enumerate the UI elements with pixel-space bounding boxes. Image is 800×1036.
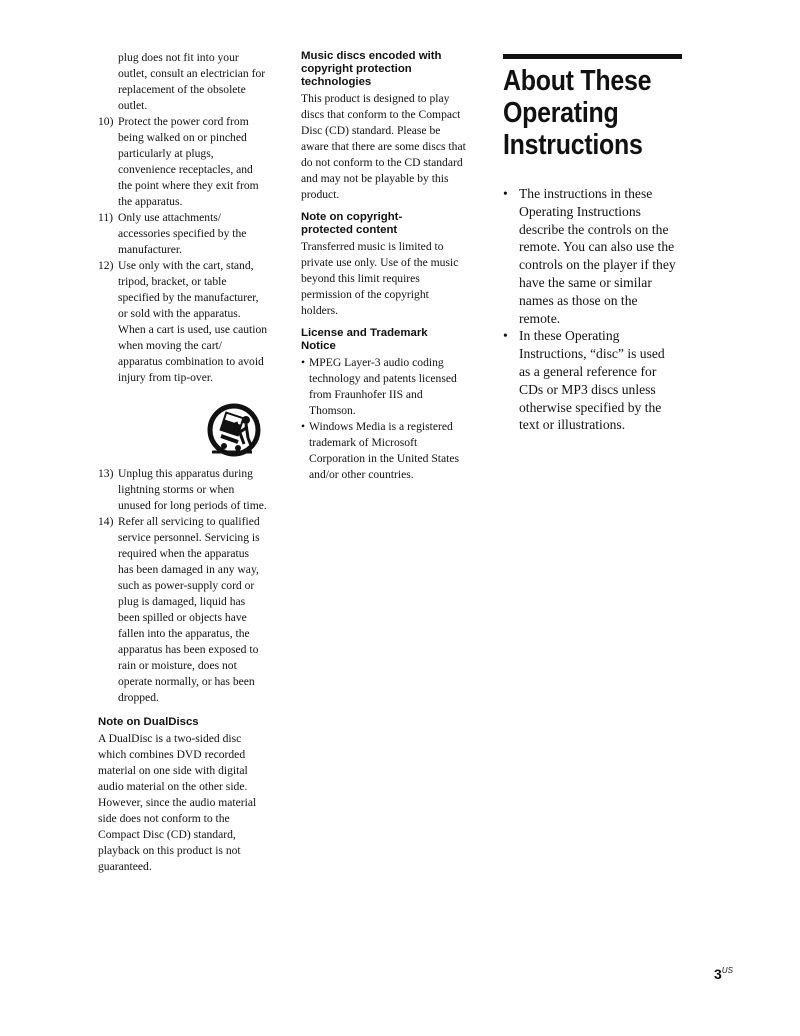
- text-line: and/or other countries.: [309, 468, 414, 481]
- item-number: 13): [98, 467, 114, 480]
- lead-paragraph: [98, 50, 280, 114]
- copyright-paragraph: [301, 239, 481, 319]
- heading-line: Notice: [301, 340, 336, 352]
- text-line: manufacturer.: [118, 243, 183, 256]
- text-line: trademark of Microsoft: [309, 436, 418, 449]
- text-line: replacement of the obsolete: [118, 83, 246, 96]
- about-bullet: [503, 185, 683, 327]
- text-line: remote.: [519, 310, 561, 326]
- text-line: such as power-supply cord or: [118, 579, 255, 592]
- text-line: controls on the player if they: [519, 257, 676, 273]
- text-line: unused for long periods of time.: [118, 499, 267, 512]
- text-line: apparatus combination to avoid: [118, 355, 264, 368]
- title-line: Operating: [503, 97, 619, 129]
- text-line: service personnel. Servicing is: [118, 531, 260, 544]
- text-line: accessories specified by the: [118, 227, 247, 240]
- text-line: technology and patents licensed: [309, 372, 457, 385]
- text-line: Corporation in the United States: [309, 452, 460, 465]
- text-line: guaranteed.: [98, 860, 152, 873]
- about-list: [503, 185, 683, 434]
- text-line: side does not conform to the: [98, 812, 230, 825]
- left-column: [98, 50, 280, 875]
- text-line: Thomson.: [309, 404, 356, 417]
- text-line: otherwise specified by the: [519, 399, 662, 415]
- text-line: However, since the audio material: [98, 796, 257, 809]
- text-line: CDs or MP3 discs unless: [519, 381, 656, 397]
- text-line: which combines DVD recorded: [98, 748, 246, 761]
- item-number: 11): [98, 211, 114, 224]
- text-line: beyond this limit requires: [301, 272, 420, 285]
- text-line: required when the apparatus: [118, 547, 250, 560]
- heading-line: License and Trademark: [301, 327, 428, 339]
- text-line: outlet.: [118, 99, 148, 112]
- text-line: plug is damaged, liquid has: [118, 595, 246, 608]
- text-line: Disc (CD) standard. Please be: [301, 124, 441, 137]
- text-line: operate normally, or has been: [118, 675, 255, 688]
- list-item-10: [98, 114, 280, 210]
- text-line: Use only with the cart, stand,: [118, 259, 254, 272]
- text-line: the apparatus.: [118, 195, 183, 208]
- item-number: 14): [98, 515, 114, 528]
- text-line: as a general reference for: [519, 363, 657, 379]
- text-line: Protect the power cord from: [118, 115, 249, 128]
- section-title: [503, 65, 658, 161]
- middle-column: [301, 50, 481, 483]
- music-discs-heading: [301, 50, 481, 89]
- text-line: In these Operating: [519, 328, 620, 344]
- text-line: Only use attachments/: [118, 211, 222, 224]
- text-line: private use only. Use of the music: [301, 256, 459, 269]
- cart-warning-figure: [98, 402, 280, 458]
- heading-line: Note on copyright-: [301, 211, 403, 223]
- text-line: audio material on the other side.: [98, 780, 248, 793]
- text-line: being walked on or pinched: [118, 131, 247, 144]
- text-line: aware that there are some discs that: [301, 140, 466, 153]
- list-item-12: [98, 258, 280, 386]
- music-discs-paragraph: [301, 91, 481, 203]
- text-line: apparatus has been exposed to: [118, 643, 259, 656]
- text-line: outlet, consult an electrician for: [118, 67, 266, 80]
- text-line: from Fraunhofer IIS and: [309, 388, 423, 401]
- text-line: do not conform to the CD standard: [301, 156, 463, 169]
- text-line: fallen into the apparatus, the: [118, 627, 250, 640]
- item-number: 12): [98, 259, 114, 272]
- text-line: playback on this product is not: [98, 844, 241, 857]
- list-item-13: [98, 466, 280, 514]
- heading-line: copyright protection: [301, 63, 412, 75]
- text-line: names as those on the: [519, 292, 638, 308]
- right-column: [503, 50, 683, 434]
- text-line: This product is designed to play: [301, 92, 450, 105]
- text-line: been spilled or objects have: [118, 611, 247, 624]
- page-region-suffix: US: [721, 966, 733, 975]
- text-line: When a cart is used, use caution: [118, 323, 268, 336]
- list-item-14: [98, 514, 280, 706]
- text-line: lightning storms or when: [118, 483, 235, 496]
- text-line: Transferred music is limited to: [301, 240, 444, 253]
- text-line: Refer all servicing to qualified: [118, 515, 260, 528]
- text-line: MPEG Layer-3 audio coding: [309, 356, 444, 369]
- title-line: About These: [503, 65, 652, 97]
- license-bullet: [301, 419, 481, 483]
- bullet-marker: •: [503, 186, 508, 201]
- cart-tip-over-warning-icon: [206, 402, 262, 458]
- bullet-marker: •: [503, 328, 508, 344]
- text-line: plug does not fit into your: [118, 51, 239, 64]
- text-line: Operating Instructions: [519, 203, 641, 219]
- text-line: Unplug this apparatus during: [118, 467, 253, 480]
- text-line: text or illustrations.: [519, 417, 626, 433]
- text-line: have the same or similar: [519, 274, 652, 290]
- text-line: material on one side with digital: [98, 764, 248, 777]
- license-heading: [301, 327, 481, 353]
- heading-line: protected content: [301, 224, 398, 236]
- item-number: 10): [98, 115, 114, 128]
- text-line: discs that conform to the Compact: [301, 108, 461, 121]
- text-line: has been damaged in any way,: [118, 563, 259, 576]
- title-line: Instructions: [503, 129, 643, 161]
- list-item-11: [98, 210, 280, 258]
- bullet-marker: •: [301, 356, 306, 369]
- dualdisc-heading: Note on DualDiscs: [98, 716, 199, 728]
- copyright-heading: [301, 211, 481, 237]
- license-bullet: [301, 355, 481, 419]
- text-line: when moving the cart/: [118, 339, 222, 352]
- text-line: convenience receptacles, and: [118, 163, 253, 176]
- dualdisc-paragraph: [98, 731, 280, 875]
- text-line: the point where they exit from: [118, 179, 259, 192]
- text-line: describe the controls on the: [519, 221, 669, 237]
- text-line: Compact Disc (CD) standard,: [98, 828, 236, 841]
- text-line: rain or moisture, does not: [118, 659, 237, 672]
- text-line: Instructions, “disc” is used: [519, 346, 665, 362]
- text-line: injury from tip-over.: [118, 371, 213, 384]
- text-line: or sold with the apparatus.: [118, 307, 241, 320]
- about-bullet: [503, 327, 683, 434]
- text-line: The instructions in these: [519, 186, 653, 201]
- text-line: and may not be playable by this: [301, 172, 449, 185]
- page-number-value: 3: [714, 966, 722, 982]
- text-line: product.: [301, 188, 340, 201]
- text-line: specified by the manufacturer,: [118, 291, 259, 304]
- text-line: holders.: [301, 304, 339, 317]
- bullet-marker: •: [301, 420, 306, 433]
- page-number: [714, 966, 733, 982]
- text-line: remote. You can also use the: [519, 239, 675, 255]
- text-line: dropped.: [118, 691, 159, 704]
- heading-line: technologies: [301, 76, 372, 88]
- text-line: tripod, bracket, or table: [118, 275, 227, 288]
- text-line: A DualDisc is a two-sided disc: [98, 732, 242, 745]
- section-rule: [503, 54, 682, 59]
- text-line: permission of the copyright: [301, 288, 429, 301]
- text-line: Windows Media is a registered: [309, 420, 453, 433]
- heading-line: Music discs encoded with: [301, 50, 442, 62]
- text-line: particularly at plugs,: [118, 147, 214, 160]
